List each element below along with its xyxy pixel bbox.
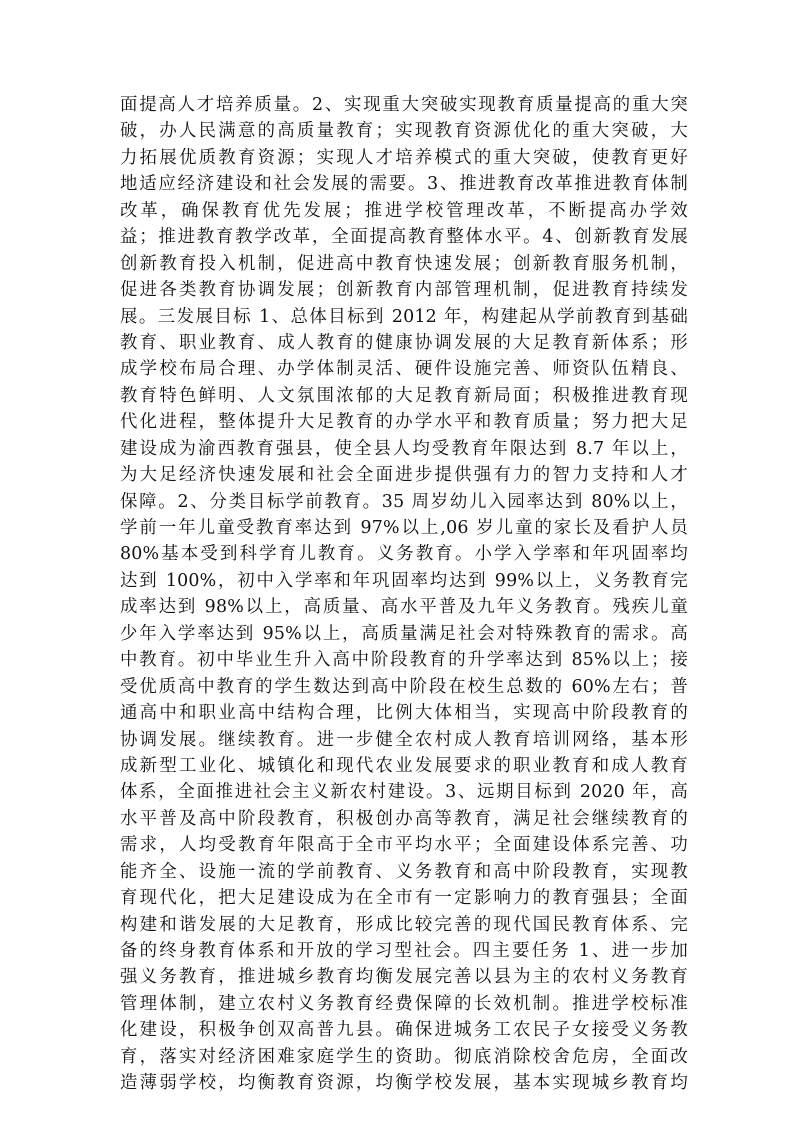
text-line: 体系，全面推进社会主义新农村建设。3、远期目标到 2020 年，高: [120, 782, 688, 803]
text-line: 成新型工业化、城镇化和现代农业发展要求的职业教育和成人教育: [120, 755, 688, 776]
text-line: 展。三发展目标 1、总体目标到 2012 年，构建起从学前教育到基础: [120, 306, 688, 327]
text-line: 学前一年儿童受教育率达到 97%以上,06 岁儿童的家长及看护人员: [120, 518, 688, 538]
text-line: 代化进程，整体提升大足教育的办学水平和教育质量；努力把大足: [120, 412, 688, 433]
text-line: 受优质高中教育的学生数达到高中阶段在校生总数的 60%左右；普: [120, 676, 688, 697]
text-line: 成学校布局合理、办学体制灵活、硬件设施完善、师资队伍精良、: [120, 359, 688, 380]
text-line: 破，办人民满意的高质量教育；实现教育资源优化的重大突破，大: [120, 121, 688, 142]
text-line: 建设成为渝西教育强县，使全县人均受教育年限达到 8.7 年以上，: [120, 438, 688, 459]
text-line: 促进各类教育协调发展；创新教育内部管理机制，促进教育持续发: [120, 280, 688, 301]
text-line: 少年入学率达到 95%以上，高质量满足社会对特殊教育的需求。高: [120, 623, 688, 644]
text-line: 育，落实对经济困难家庭学生的资助。彻底消除校舍危房，全面改: [120, 1046, 688, 1067]
text-line: 为大足经济快速发展和社会全面进步提供强有力的智力支持和人才: [120, 465, 688, 486]
text-line: 构建和谐发展的大足教育，形成比较完善的现代国民教育体系、完: [120, 914, 688, 935]
document-page: [120, 92, 688, 1097]
text-line: 益；推进教育教学改革，全面提高教育整体水平。4、创新教育发展: [120, 227, 688, 248]
text-line: 育现代化，把大足建设成为在全市有一定影响力的教育强县；全面: [120, 888, 688, 909]
text-line: 中教育。初中毕业生升入高中阶段教育的升学率达到 85%以上；接: [120, 650, 688, 671]
text-line: 备的终身教育体系和开放的学习型社会。四主要任务 1、进一步加: [120, 941, 688, 961]
text-line: 力拓展优质教育资源；实现人才培养模式的重大突破，使教育更好: [120, 147, 688, 168]
text-line: 强义务教育，推进城乡教育均衡发展完善以县为主的农村义务教育: [120, 967, 688, 988]
text-line: 需求，人均受教育年限高于全市平均水平；全面建设体系完善、功: [120, 835, 688, 856]
text-line: 改革，确保教育优先发展；推进学校管理改革，不断提高办学效: [120, 200, 688, 221]
text-line: 造薄弱学校，均衡教育资源，均衡学校发展，基本实现城乡教育均: [120, 1073, 688, 1094]
text-line: 教育特色鲜明、人文氛围浓郁的大足教育新局面；积极推进教育现: [120, 385, 688, 406]
text-line: 水平普及高中阶段教育，积极创办高等教育，满足社会继续教育的: [120, 808, 688, 829]
text-line: 保障。2、分类目标学前教育。35 周岁幼儿入园率达到 80%以上，: [120, 491, 688, 512]
text-line: 教育、职业教育、成人教育的健康协调发展的大足教育新体系；形: [120, 332, 688, 353]
text-line: 化建设，积极争创双高普九县。确保进城务工农民子女接受义务教: [120, 1020, 688, 1041]
text-line: 创新教育投入机制，促进高中教育快速发展；创新教育服务机制，: [120, 253, 688, 274]
text-line: 通高中和职业高中结构合理，比例大体相当，实现高中阶段教育的: [120, 703, 688, 724]
text-line: 面提高人才培养质量。2、实现重大突破实现教育质量提高的重大突: [120, 95, 688, 115]
text-line: 地适应经济建设和社会发展的需要。3、推进教育改革推进教育体制: [120, 174, 688, 195]
text-line: 成率达到 98%以上，高质量、高水平普及九年义务教育。残疾儿童: [120, 597, 688, 618]
text-line: 协调发展。继续教育。进一步健全农村成人教育培训网络，基本形: [120, 729, 688, 750]
text-line: 80%基本受到科学育儿教育。义务教育。小学入学率和年巩固率均: [120, 544, 688, 565]
text-line: 管理体制，建立农村义务教育经费保障的长效机制。推进学校标准: [120, 993, 688, 1014]
text-line: 达到 100%，初中入学率和年巩固率均达到 99%以上，义务教育完: [120, 570, 688, 591]
text-line: 能齐全、设施一流的学前教育、义务教育和高中阶段教育，实现教: [120, 861, 688, 882]
